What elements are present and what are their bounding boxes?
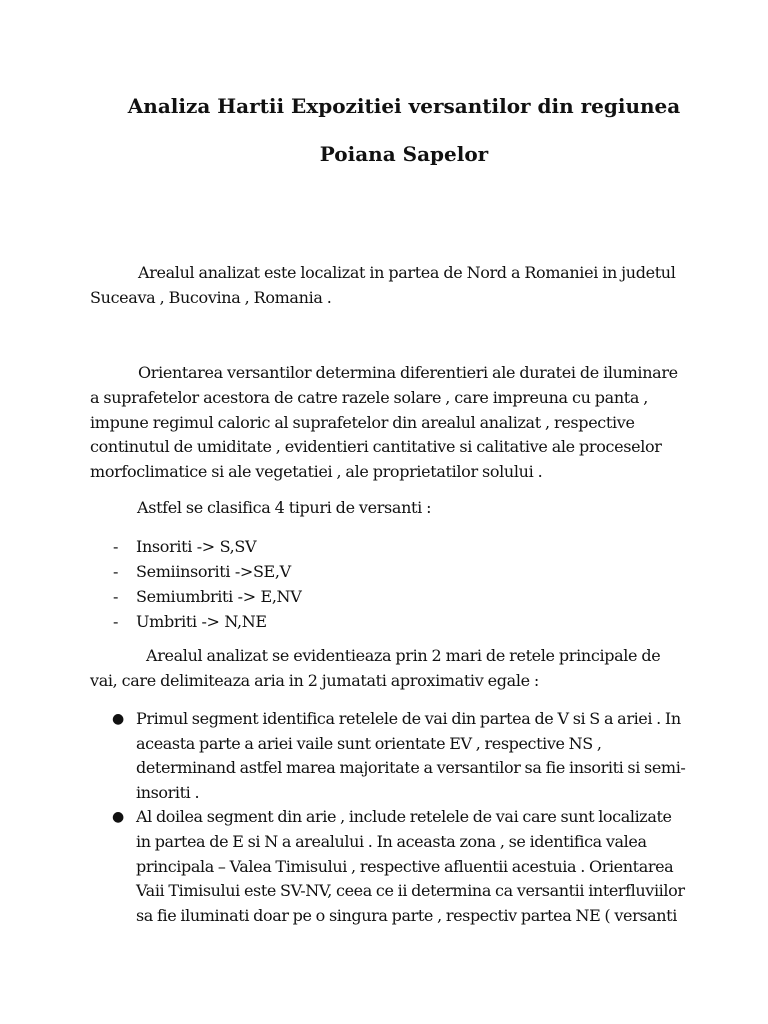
segments-list: [90, 707, 690, 928]
dash-marker: -: [113, 587, 119, 606]
list-item: [90, 584, 590, 609]
bullet-icon: ●: [112, 809, 124, 826]
slope-types-list: [90, 534, 590, 634]
list-item: [90, 609, 590, 634]
document-title-line-1: Analiza Hartii Expozitiei versantilor din regiunea: [127, 94, 681, 118]
segment-text: Primul segment identifica retelele de vai din partea de V si S a ariei . In aceasta parte a ariei vaile sunt orientate EV , respective NS , determinand astfel marea majoritate a versantilor sa fie insoriti si semi-insoriti .: [136, 709, 686, 802]
paragraph-location-text: Arealul analizat este localizat in partea de Nord a Romaniei in judetul Suceava , Bucovina , Romania .: [90, 263, 676, 307]
dash-marker: -: [113, 562, 119, 581]
slope-type-text: Semiumbriti -> E,NV: [136, 587, 302, 606]
paragraph-valley-networks: [90, 644, 690, 694]
paragraph-orientation-text: Orientarea versantilor determina diferentieri ale duratei de iluminare a suprafetelor acestora de catre razele solare , care impreuna cu panta , impune regimul caloric al suprafetelor din arealul analizat , respective continutul de umiditate , evidentieri cantitative si calitative ale proceselor morfoclimatice si ale vegetatiei , ale proprietatilor solului .: [90, 363, 678, 482]
list-item: [90, 534, 590, 559]
document-title-line-2: Poiana Sapelor: [319, 142, 489, 166]
list-item: [90, 559, 590, 584]
paragraph-valley-networks-text: Arealul analizat se evidentieaza prin 2 mari de retele principale de vai, care delimiteaza aria in 2 jumatati aproximativ egale :: [90, 646, 661, 690]
slope-type-text: Semiinsoriti ->SE,V: [136, 562, 291, 581]
bullet-icon: ●: [112, 711, 124, 727]
dash-marker: -: [113, 537, 119, 556]
paragraph-orientation: [90, 361, 690, 485]
list-item: [90, 707, 690, 805]
slope-type-text: Insoriti -> S,SV: [136, 537, 257, 556]
paragraph-location: [90, 261, 690, 311]
segment-text: Al doilea segment din arie , include retelele de vai care sunt localizate in partea de E si N a arealului . In aceasta zona , se identifica valea principala – Valea Timisului , respective afluentii acestuia . Orientarea Vaii Timisului este SV-NV, ceea ce ii determina ca versantii interfluviilor sa fie iluminati doar pe o singura parte , respectiv partea NE ( versanti: [136, 807, 685, 925]
list-item: [90, 805, 690, 928]
slope-type-text: Umbriti -> N,NE: [136, 612, 267, 631]
dash-marker: -: [113, 612, 119, 631]
paragraph-classification: Astfel se clasifica 4 tipuri de versanti :: [137, 498, 432, 517]
